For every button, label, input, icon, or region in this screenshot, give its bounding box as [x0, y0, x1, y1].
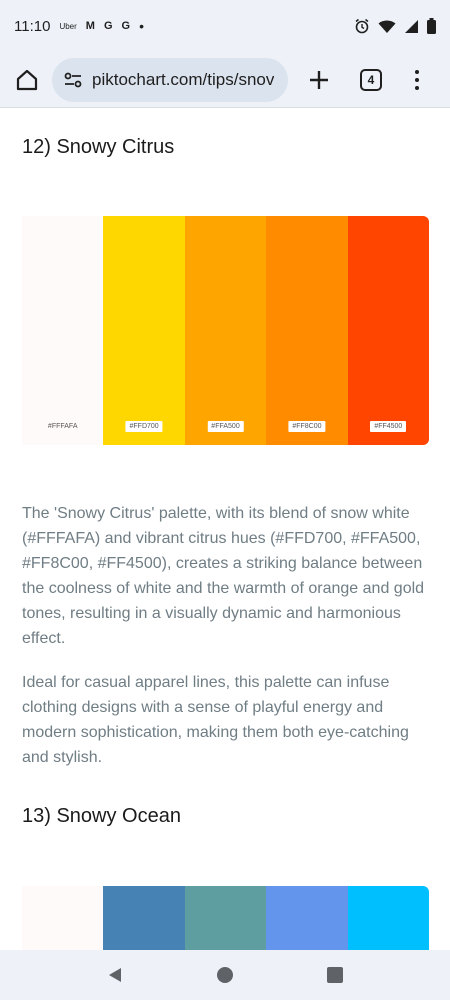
swatch-hex-label: #FF8C00	[288, 421, 325, 432]
signal-icon	[404, 19, 419, 34]
site-settings-icon[interactable]	[62, 69, 84, 91]
uber-notification-icon: Uber	[59, 21, 77, 31]
color-swatch	[22, 216, 103, 445]
home-circle-icon	[216, 966, 234, 984]
browser-toolbar	[0, 52, 450, 108]
google-notification-icon: G	[103, 20, 113, 32]
gmail-notification-icon: M	[85, 20, 95, 32]
wifi-icon	[378, 19, 396, 34]
color-swatch	[266, 216, 347, 445]
section-heading: 12) Snowy Citrus	[22, 136, 175, 158]
color-swatch	[103, 886, 184, 950]
swatch-hex-label: #FF4500	[370, 421, 406, 432]
tab-switcher-button[interactable]: 4	[360, 69, 382, 91]
status-left	[14, 18, 144, 35]
color-swatch	[348, 886, 429, 950]
menu-dot-icon	[415, 70, 419, 74]
status-right	[354, 18, 436, 34]
swatch-hex-label: #FFD700	[126, 421, 163, 432]
back-triangle-icon	[106, 966, 124, 984]
menu-dot-icon	[415, 78, 419, 82]
back-button[interactable]	[100, 960, 130, 990]
address-bar[interactable]	[52, 58, 288, 102]
color-swatch	[185, 886, 266, 950]
color-palette-snowy-ocean	[22, 886, 429, 950]
more-notifications-dot: •	[139, 18, 144, 34]
google-notification-icon-2: G	[121, 20, 131, 32]
color-swatch	[103, 216, 184, 445]
plus-icon	[308, 69, 330, 91]
alarm-icon	[354, 18, 370, 34]
recents-square-icon	[326, 966, 344, 984]
color-swatch	[22, 886, 103, 950]
home-button[interactable]	[10, 63, 44, 97]
usage-paragraph: Ideal for casual apparel lines, this palette can infuse clothing designs with a sense of playful energy and modern sophistication, making them both eye-catching and stylish.	[22, 674, 409, 766]
description-paragraph: The 'Snowy Citrus' palette, with its blend of snow white (#FFFAFA) and vibrant citrus hues (#FFD700, #FFA500, #FF8C00, #FF4500), creates a striking balance between the coolness of white and the warmth of orange and gold tones, resulting in a visually dynamic and harmonious effect.	[22, 505, 425, 647]
color-swatch	[348, 216, 429, 445]
overflow-menu-button[interactable]	[412, 68, 422, 92]
status-bar	[0, 0, 450, 52]
url-text[interactable]: piktochart.com/tips/snov	[92, 69, 275, 89]
color-palette-snowy-citrus	[22, 216, 429, 445]
swatch-hex-label: #FFFAFA	[47, 423, 78, 430]
home-icon	[15, 68, 39, 92]
section-heading: 13) Snowy Ocean	[22, 805, 181, 827]
page-content	[0, 109, 450, 950]
menu-dot-icon	[415, 86, 419, 90]
recents-button[interactable]	[320, 960, 350, 990]
status-time: 11:10	[14, 17, 51, 35]
home-nav-button[interactable]	[210, 960, 240, 990]
system-navigation-bar	[0, 950, 450, 1000]
swatch-hex-label: #FFA500	[207, 421, 243, 432]
color-swatch	[185, 216, 266, 445]
battery-icon	[427, 18, 436, 34]
color-swatch	[266, 886, 347, 950]
new-tab-button[interactable]	[304, 65, 334, 95]
